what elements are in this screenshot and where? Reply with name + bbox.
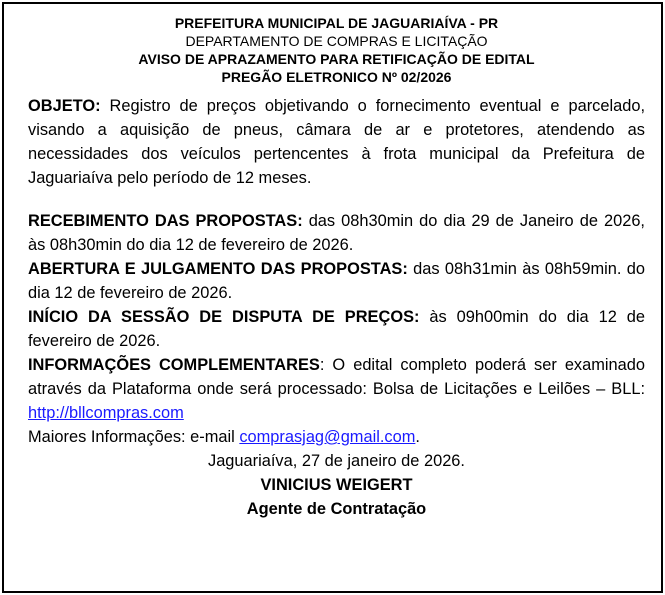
objeto-paragraph [28,94,645,190]
recebimento-label: RECEBIMENTO DAS PROPOSTAS: [28,212,303,230]
inicio-text: às 09h00min do dia 12 de fevereiro de 2026. [28,308,645,350]
notice-header [28,14,645,86]
header-municipality: PREFEITURA MUNICIPAL DE JAGUARIAÍVA - PR [174,15,499,31]
header-auction-number: PREGÃO ELETRONICO Nº 02/2026 [221,69,452,85]
notice-content [28,14,645,521]
abertura-text: das 08h31min às 08h59min. do dia 12 de fevereiro de 2026. [28,260,645,302]
bll-link[interactable]: http://bllcompras.com [28,404,184,422]
contato-text: Maiores Informações: e-mail [28,428,240,446]
signature-title: Agente de Contratação [246,500,427,518]
signature-name: VINICIUS WEIGERT [260,476,413,494]
abertura-paragraph [28,257,645,305]
email-link[interactable]: comprasjag@gmail.com [239,428,416,446]
inicio-paragraph [28,305,645,353]
notice-frame [2,2,663,593]
informacoes-paragraph [28,353,645,425]
recebimento-paragraph [28,209,645,257]
informacoes-label: INFORMAÇÕES COMPLEMENTARES [28,356,320,374]
notice-body [28,94,645,521]
objeto-label: OBJETO: [28,97,101,115]
header-department: DEPARTAMENTO DE COMPRAS E LICITAÇÃO [185,33,488,49]
contato-suffix: . [415,428,420,446]
date-line: Jaguariaíva, 27 de janeiro de 2026. [208,452,465,470]
objeto-text: Registro de preços objetivando o fornecimento eventual e parcelado, visando a aquisição de pneus, câmara de ar e protetores, atendendo as necessidades dos veículos pertencentes à frota municipal da Prefeitura de Jaguariaíva pelo período de 12 meses. [28,97,645,187]
abertura-label: ABERTURA E JULGAMENTO DAS PROPOSTAS: [28,260,408,278]
recebimento-text: das 08h30min do dia 29 de Janeiro de 2026, às 08h30min do dia 12 de fevereiro de 2026. [28,212,645,254]
inicio-label: INÍCIO DA SESSÃO DE DISPUTA DE PREÇOS: [28,308,420,326]
informacoes-text: : O edital completo poderá ser examinado através da Plataforma onde será processado: Bolsa de Licitações e Leilões – BLL: [28,356,646,398]
contato-paragraph [28,425,645,449]
header-notice-title: AVISO DE APRAZAMENTO PARA RETIFICAÇÃO DE EDITAL [138,51,535,67]
paragraph-spacer [28,190,645,209]
